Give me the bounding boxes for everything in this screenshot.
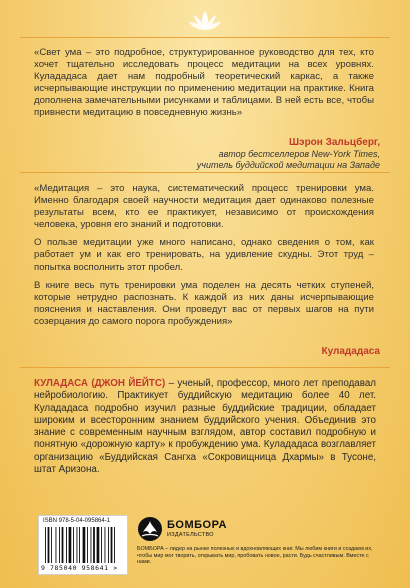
lotus-icon (188, 9, 222, 33)
author-bio-text: – ученый, профессор, много лет преподавал нейробиологию. Практикует буддийскую медитацию более 40 лет. Кулададаса подробно изучил разные буддийские традиции, обладает широким и всесторонним знанием буддийского учения. Объединив это знание с современным научным взглядом, автор составил подробную и понятную «дорожную карту» к пробуждению ума. Кулададаса возглавляет организацию «Буддийская Сангха «Сокровищница Дхармы» в Тусоне, штат Аризона. (34, 378, 376, 476)
author-bio (34, 378, 376, 476)
author-bio-name: КУЛАДАСА (ДЖОН ЙЕЙТС) (34, 378, 166, 389)
isbn-barcode (38, 515, 128, 575)
barcode-bar (56, 527, 57, 563)
barcode-bar (83, 527, 86, 563)
quote-kuladasa-p1: «Медитация – это наука, систематический процесс тренировки ума. Именно благодаря своей научности медитация дает одинаково полезные результаты всем, кто ее практикует, независимо от происхождения человека, уровня его знаний и подготовки. (34, 183, 374, 231)
barcode-bar (69, 527, 72, 563)
barcode-bar (73, 527, 74, 563)
publisher-note: БОМБОРА – лидер на рынке полезных и вдохновляющих книг. Мы любим книги и создаем их, чтобы мир мог творить, открывать мир, пробовать новое, расти. Будь счастливым. Вместе с нами. (137, 546, 373, 566)
barcode-bars (45, 527, 121, 563)
barcode-bar (66, 527, 67, 563)
barcode-bar (97, 527, 100, 563)
quote-kuladasa-signature: Кулададаса (321, 346, 380, 357)
barcode-bar (101, 527, 102, 563)
attribution-author: Шэрон Зальцберг, (289, 137, 380, 148)
barcode-bar (45, 527, 46, 563)
middle-divider (20, 172, 390, 173)
barcode-digits: 9 785040 958641 > (41, 564, 118, 572)
barcode-bar (108, 527, 109, 563)
quote-salzberg (34, 47, 374, 126)
barcode-bar (111, 527, 113, 563)
barcode-bar (93, 527, 95, 563)
barcode-bar (105, 527, 106, 563)
quote-salzberg-attribution (197, 137, 380, 172)
barcode-bar (62, 527, 64, 563)
quote-kuladasa (34, 183, 374, 334)
top-divider (20, 37, 390, 38)
quote-kuladasa-p3: В книге весь путь тренировки ума поделен на десять четких ступеней, которые нетрудно распознать. К каждой из них даны исчерпывающие пояснения и наставления. Они проведут вас от первых шагов на пути созерцания до самого порога пробуждения» (34, 279, 374, 327)
barcode-bar (51, 527, 52, 563)
publisher-subtitle: ИЗДАТЕЛЬСТВО (167, 532, 214, 538)
quote-kuladasa-p2: О пользе медитации уже много написано, однако сведения о том, как работает ум и как его тренировать, на удивление скудны. Этот труд – попытка восполнить этот пробел. (34, 237, 374, 273)
barcode-bar (59, 527, 60, 563)
bio-divider (20, 367, 390, 368)
attribution-role-line2: учитель буддийской медитации на Западе (196, 160, 380, 170)
barcode-bar (48, 527, 50, 563)
isbn-number: ISBN 978-5-04-095864-1 (43, 518, 111, 524)
barcode-bar (87, 527, 88, 563)
barcode-bar (114, 527, 115, 563)
publisher-name: БОМБОРА (167, 519, 227, 531)
quote-salzberg-text: «Свет ума – это подробное, структурированное руководство для тех, кто хочет тщательно исследовать процесс медитации на всех уровнях. Кулададаса дает нам подробный теоретический каркас, а также исчерпывающие инструкции по применению медитации на практике. Книга дополнена замечательными рисунками и таблицами. В ней есть все, чтобы привнести медитацию в повседневную жизнь» (34, 47, 374, 119)
barcode-bar (77, 527, 78, 563)
barcode-bar (91, 527, 92, 563)
bombora-logo-icon (137, 516, 163, 542)
attribution-role-line1: автор бестселлеров New-York Times, (218, 148, 380, 159)
barcode-bar (79, 527, 80, 563)
